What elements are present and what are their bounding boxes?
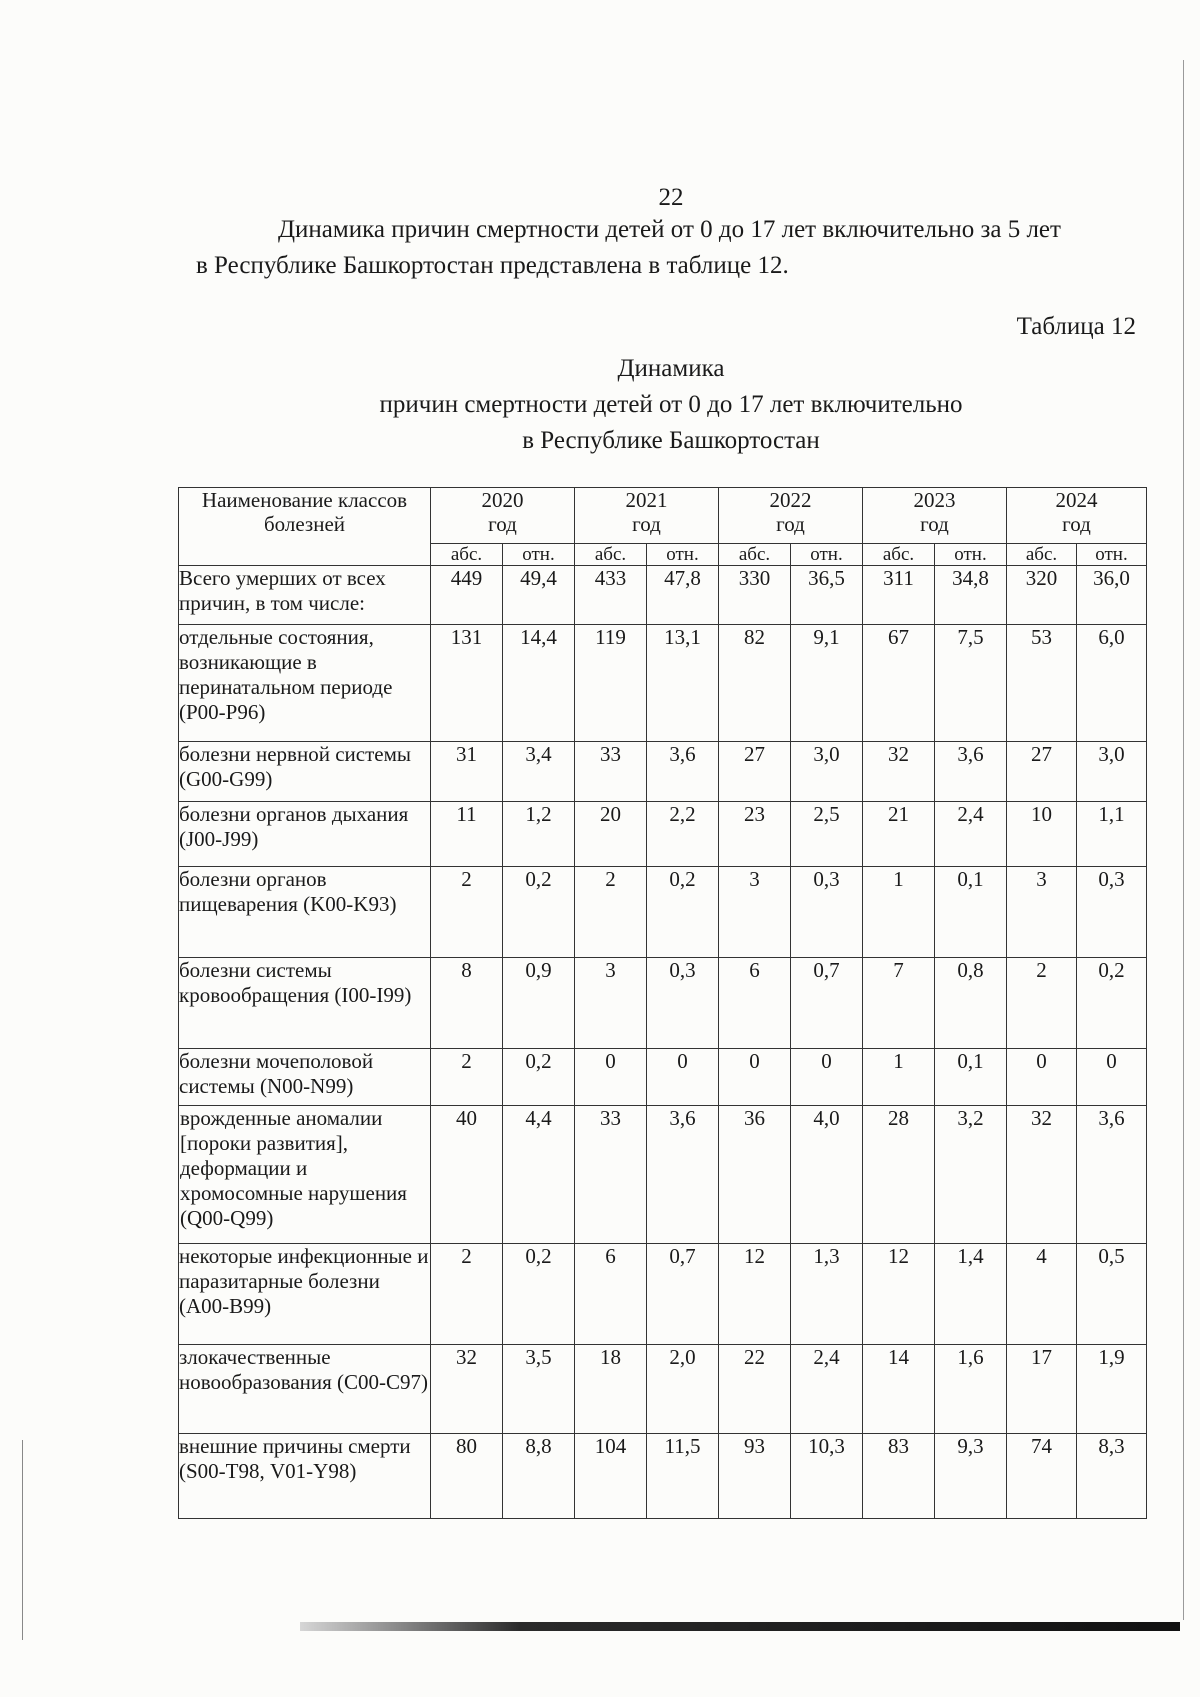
cell-rel: 9,3 [935, 1434, 1007, 1519]
header-year-2024 [1007, 488, 1147, 544]
cell-rel: 3,0 [791, 742, 863, 802]
row-label: некоторые инфекционные и паразитарные болезни (А00-В99) [179, 1244, 431, 1345]
row-label: болезни нервной системы (G00-G99) [179, 742, 431, 802]
cell-abs: 32 [431, 1345, 503, 1434]
header-year-2021 [575, 488, 719, 544]
cell-rel: 10,3 [791, 1434, 863, 1519]
cell-abs: 3 [575, 958, 647, 1049]
row-label: врожденные аномалии [пороки развития], деформации и хромосомные нарушения (Q00-Q99) [179, 1106, 431, 1244]
table-row [179, 1434, 1147, 1519]
cell-abs: 2 [431, 867, 503, 958]
cell-rel: 1,1 [1077, 802, 1147, 867]
cell-abs: 0 [719, 1049, 791, 1106]
cell-abs: 131 [431, 625, 503, 742]
cell-abs: 2 [431, 1049, 503, 1106]
cell-rel: 2,4 [935, 802, 1007, 867]
caption-line-3: в Республике Башкортостан [522, 427, 820, 454]
cell-rel: 0,1 [935, 1049, 1007, 1106]
cell-abs: 311 [863, 566, 935, 625]
cell-rel: 0,2 [1077, 958, 1147, 1049]
cell-rel: 6,0 [1077, 625, 1147, 742]
row-label: отдельные состояния, возникающие в перинатальном периоде (Р00-Р96) [179, 625, 431, 742]
cell-rel: 0,2 [503, 867, 575, 958]
cell-abs: 330 [719, 566, 791, 625]
cell-rel: 2,5 [791, 802, 863, 867]
cell-abs: 67 [863, 625, 935, 742]
header-rel: отн. [503, 544, 575, 566]
cell-abs: 4 [1007, 1244, 1077, 1345]
row-label: внешние причины смерти (S00-Т98, V01-Y98) [179, 1434, 431, 1519]
cell-rel: 7,5 [935, 625, 1007, 742]
table-label: Таблица 12 [1016, 313, 1136, 340]
row-label: болезни органов пищеварения (K00-K93) [179, 867, 431, 958]
cell-rel: 9,1 [791, 625, 863, 742]
cell-rel: 3,6 [647, 1106, 719, 1244]
scan-edge-left [22, 1440, 23, 1640]
cell-abs: 2 [431, 1244, 503, 1345]
cell-abs: 74 [1007, 1434, 1077, 1519]
table-row [179, 802, 1147, 867]
year-label: 2022 [769, 488, 812, 512]
cell-abs: 11 [431, 802, 503, 867]
cell-rel: 3,5 [503, 1345, 575, 1434]
cell-abs: 27 [1007, 742, 1077, 802]
cell-abs: 28 [863, 1106, 935, 1244]
cell-abs: 433 [575, 566, 647, 625]
cell-abs: 22 [719, 1345, 791, 1434]
header-disease-class: Наименование классов болезней [179, 488, 431, 566]
cell-abs: 12 [719, 1244, 791, 1345]
intro-line-1: Динамика причин смертности детей от 0 до 17 лет включительно за 5 лет [278, 216, 1061, 243]
cell-abs: 32 [1007, 1106, 1077, 1244]
cell-rel: 1,2 [503, 802, 575, 867]
header-year-2023 [863, 488, 1007, 544]
year-label: 2024 [1055, 488, 1098, 512]
cell-abs: 320 [1007, 566, 1077, 625]
cell-abs: 7 [863, 958, 935, 1049]
cell-abs: 18 [575, 1345, 647, 1434]
cell-abs: 2 [1007, 958, 1077, 1049]
cell-rel: 0,1 [935, 867, 1007, 958]
mortality-table [178, 487, 1147, 1519]
cell-abs: 0 [1007, 1049, 1077, 1106]
cell-abs: 3 [1007, 867, 1077, 958]
cell-rel: 2,2 [647, 802, 719, 867]
year-label: 2020 [481, 488, 524, 512]
header-rel: отн. [935, 544, 1007, 566]
table-row [179, 958, 1147, 1049]
row-label: болезни системы кровообращения (I00-I99) [179, 958, 431, 1049]
header-rel: отн. [647, 544, 719, 566]
cell-rel: 13,1 [647, 625, 719, 742]
table-row [179, 1049, 1147, 1106]
cell-abs: 36 [719, 1106, 791, 1244]
cell-rel: 0,3 [647, 958, 719, 1049]
cell-rel: 0 [1077, 1049, 1147, 1106]
cell-rel: 3,6 [1077, 1106, 1147, 1244]
cell-abs: 10 [1007, 802, 1077, 867]
cell-rel: 49,4 [503, 566, 575, 625]
cell-rel: 1,6 [935, 1345, 1007, 1434]
cell-abs: 2 [575, 867, 647, 958]
header-abs: абс. [1007, 544, 1077, 566]
cell-rel: 0,7 [647, 1244, 719, 1345]
cell-abs: 0 [575, 1049, 647, 1106]
cell-abs: 93 [719, 1434, 791, 1519]
cell-abs: 27 [719, 742, 791, 802]
caption-line-1: Динамика [617, 355, 725, 382]
cell-rel: 14,4 [503, 625, 575, 742]
intro-line-2: в Республике Башкортостан представлена в таблице 12. [196, 252, 789, 279]
cell-rel: 0,7 [791, 958, 863, 1049]
cell-abs: 104 [575, 1434, 647, 1519]
cell-rel: 3,0 [1077, 742, 1147, 802]
table-row [179, 566, 1147, 625]
cell-rel: 0 [647, 1049, 719, 1106]
cell-abs: 14 [863, 1345, 935, 1434]
cell-rel: 11,5 [647, 1434, 719, 1519]
cell-rel: 3,6 [935, 742, 1007, 802]
cell-rel: 1,4 [935, 1244, 1007, 1345]
cell-rel: 0,9 [503, 958, 575, 1049]
cell-abs: 1 [863, 1049, 935, 1106]
row-label: злокачественные новообразования (С00-С97) [179, 1345, 431, 1434]
cell-rel: 2,0 [647, 1345, 719, 1434]
cell-rel: 0,5 [1077, 1244, 1147, 1345]
table-row [179, 1345, 1147, 1434]
cell-rel: 1,9 [1077, 1345, 1147, 1434]
cell-rel: 34,8 [935, 566, 1007, 625]
cell-abs: 40 [431, 1106, 503, 1244]
page-number: 22 [658, 184, 684, 211]
cell-rel: 4,0 [791, 1106, 863, 1244]
cell-abs: 8 [431, 958, 503, 1049]
cell-abs: 1 [863, 867, 935, 958]
cell-abs: 82 [719, 625, 791, 742]
row-label: Всего умерших от всех причин, в том числе: [179, 566, 431, 625]
cell-abs: 17 [1007, 1345, 1077, 1434]
cell-abs: 12 [863, 1244, 935, 1345]
header-abs: абс. [863, 544, 935, 566]
table-row [179, 1244, 1147, 1345]
cell-abs: 449 [431, 566, 503, 625]
intro-paragraph [196, 212, 1156, 284]
caption-line-2: причин смертности детей от 0 до 17 лет включительно [379, 391, 963, 418]
cell-rel: 0,2 [503, 1049, 575, 1106]
cell-rel: 1,3 [791, 1244, 863, 1345]
table-caption [0, 351, 1200, 459]
year-unit: год [1062, 512, 1091, 536]
cell-rel: 2,4 [791, 1345, 863, 1434]
header-year-2020 [431, 488, 575, 544]
cell-rel: 3,4 [503, 742, 575, 802]
cell-abs: 80 [431, 1434, 503, 1519]
cell-abs: 23 [719, 802, 791, 867]
year-label: 2023 [913, 488, 956, 512]
cell-rel: 0,8 [935, 958, 1007, 1049]
scan-bottom-bar [300, 1622, 1180, 1631]
row-label: болезни мочеполовой системы (N00-N99) [179, 1049, 431, 1106]
cell-rel: 0 [791, 1049, 863, 1106]
row-label: болезни органов дыхания (J00-J99) [179, 802, 431, 867]
cell-abs: 83 [863, 1434, 935, 1519]
table-row [179, 867, 1147, 958]
cell-rel: 36,0 [1077, 566, 1147, 625]
cell-rel: 4,4 [503, 1106, 575, 1244]
table-row [179, 625, 1147, 742]
header-year-2022 [719, 488, 863, 544]
header-rel: отн. [1077, 544, 1147, 566]
year-unit: год [488, 512, 517, 536]
cell-abs: 53 [1007, 625, 1077, 742]
scan-edge-right [1183, 60, 1184, 1620]
year-unit: год [920, 512, 949, 536]
cell-rel: 8,3 [1077, 1434, 1147, 1519]
header-rel: отн. [791, 544, 863, 566]
table-row [179, 1106, 1147, 1244]
year-label: 2021 [625, 488, 668, 512]
cell-abs: 21 [863, 802, 935, 867]
cell-rel: 3,2 [935, 1106, 1007, 1244]
year-unit: год [776, 512, 805, 536]
cell-rel: 0,2 [647, 867, 719, 958]
cell-rel: 0,3 [791, 867, 863, 958]
header-abs: абс. [431, 544, 503, 566]
header-abs: абс. [719, 544, 791, 566]
year-unit: год [632, 512, 661, 536]
cell-rel: 0,3 [1077, 867, 1147, 958]
cell-abs: 20 [575, 802, 647, 867]
header-abs: абс. [575, 544, 647, 566]
cell-abs: 6 [575, 1244, 647, 1345]
cell-abs: 6 [719, 958, 791, 1049]
cell-rel: 3,6 [647, 742, 719, 802]
cell-abs: 33 [575, 742, 647, 802]
cell-rel: 0,2 [503, 1244, 575, 1345]
cell-abs: 32 [863, 742, 935, 802]
table-row [179, 742, 1147, 802]
cell-rel: 36,5 [791, 566, 863, 625]
cell-abs: 3 [719, 867, 791, 958]
cell-abs: 119 [575, 625, 647, 742]
cell-abs: 31 [431, 742, 503, 802]
cell-rel: 47,8 [647, 566, 719, 625]
cell-abs: 33 [575, 1106, 647, 1244]
cell-rel: 8,8 [503, 1434, 575, 1519]
